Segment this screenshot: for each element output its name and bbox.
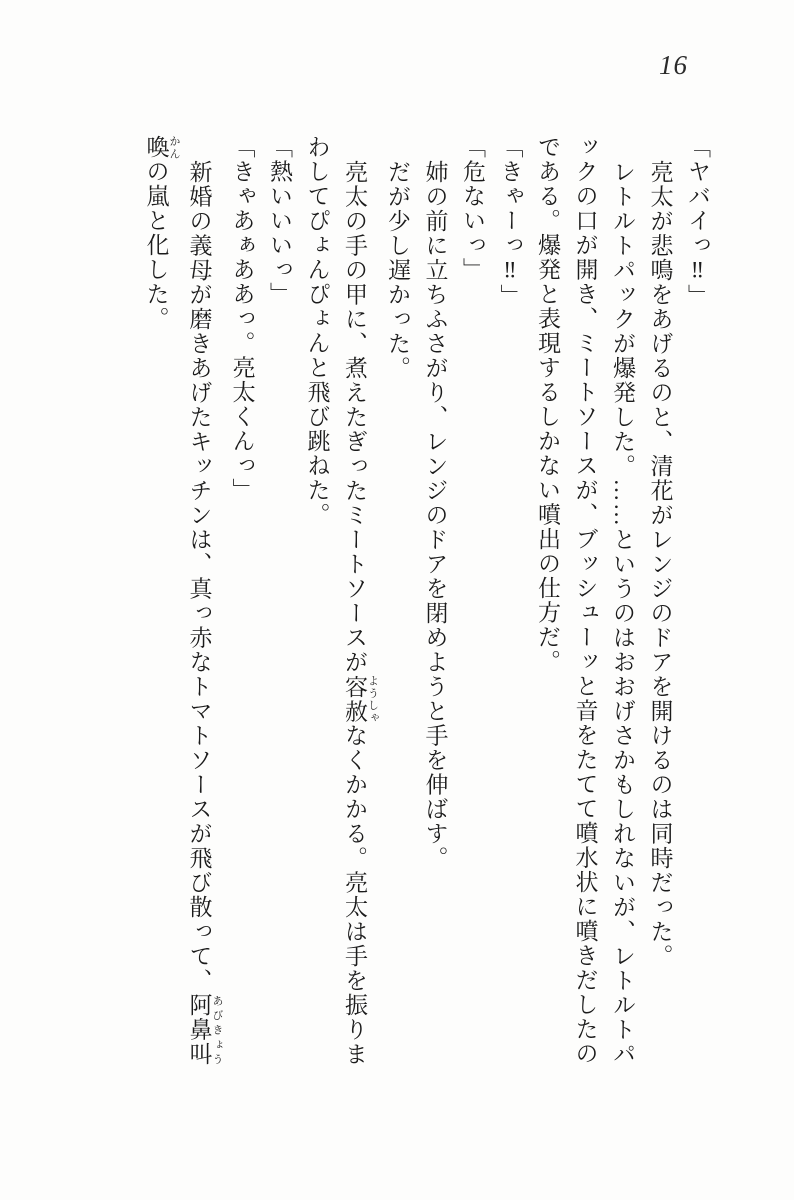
text-segment: 亮太が悲鳴をあげるのと、清花がレンジのドアを開けるのは同時だった。 bbox=[647, 160, 673, 969]
text-segment: だが少し遅かった。 bbox=[385, 160, 410, 381]
furigana-reading: かん bbox=[168, 135, 180, 160]
text-segment: なくかかる。亮太は手を振りま bbox=[342, 723, 367, 1067]
text-line bbox=[641, 135, 679, 1083]
vertical-text-block bbox=[137, 135, 716, 1083]
text-line bbox=[416, 135, 454, 1083]
text-segment: 「ヤバイっ‼」 bbox=[685, 135, 710, 309]
furigana-annotated-text: 阿鼻叫 あびきょう bbox=[186, 993, 223, 1067]
furigana-reading: ようしゃ bbox=[366, 674, 379, 724]
text-line bbox=[379, 135, 417, 1083]
text-segment: の嵐と化した。 bbox=[143, 159, 169, 331]
text-segment: わしてぴょんぴょんと飛び跳ねた。 bbox=[304, 135, 330, 527]
text-line bbox=[491, 135, 529, 1083]
text-line bbox=[180, 135, 223, 1083]
text-line bbox=[529, 135, 567, 1083]
furigana-annotated-text: 容赦 ようしゃ bbox=[342, 674, 379, 724]
text-segment: 新婚の義母が磨きあげたキッチンは、真っ赤なトマトソースが飛び散って、 bbox=[186, 160, 212, 993]
text-line bbox=[336, 135, 379, 1083]
text-segment: 「きゃーっ‼」 bbox=[497, 135, 523, 309]
text-line bbox=[604, 135, 642, 1083]
text-segment: 姉の前に立ちふさがり、レンジのドアを閉めようと手を伸ばす。 bbox=[422, 160, 448, 871]
text-segment: 「危ないっ」 bbox=[460, 135, 485, 282]
text-line bbox=[566, 135, 604, 1083]
text-line bbox=[223, 135, 261, 1083]
text-line bbox=[298, 135, 336, 1083]
text-segment: 「きゃあぁああっ。亮太くんっ」 bbox=[229, 135, 255, 503]
text-segment: ックの口が開き、ミートソースが、ブッシューッと音をたてて噴水状に噴きだしたの bbox=[572, 135, 598, 1066]
text-line bbox=[261, 135, 299, 1083]
text-line bbox=[454, 135, 492, 1083]
text-segment: 亮太の手の甲に、煮えたぎったミートソースが bbox=[342, 160, 367, 675]
text-segment: である。爆発と表現するしかない噴出の仕方だ。 bbox=[535, 135, 560, 674]
page-number: 16 bbox=[659, 50, 688, 80]
text-segment: レトルトパックが爆発した。……というのはおおげさかもしれないが、レトルトパ bbox=[610, 160, 635, 1067]
text-line bbox=[137, 135, 180, 1083]
furigana-annotated-text: 喚 かん bbox=[143, 135, 180, 160]
furigana-reading: あびきょう bbox=[211, 993, 223, 1067]
text-line bbox=[679, 135, 717, 1083]
text-segment: 「熱いいいっ」 bbox=[267, 135, 292, 307]
